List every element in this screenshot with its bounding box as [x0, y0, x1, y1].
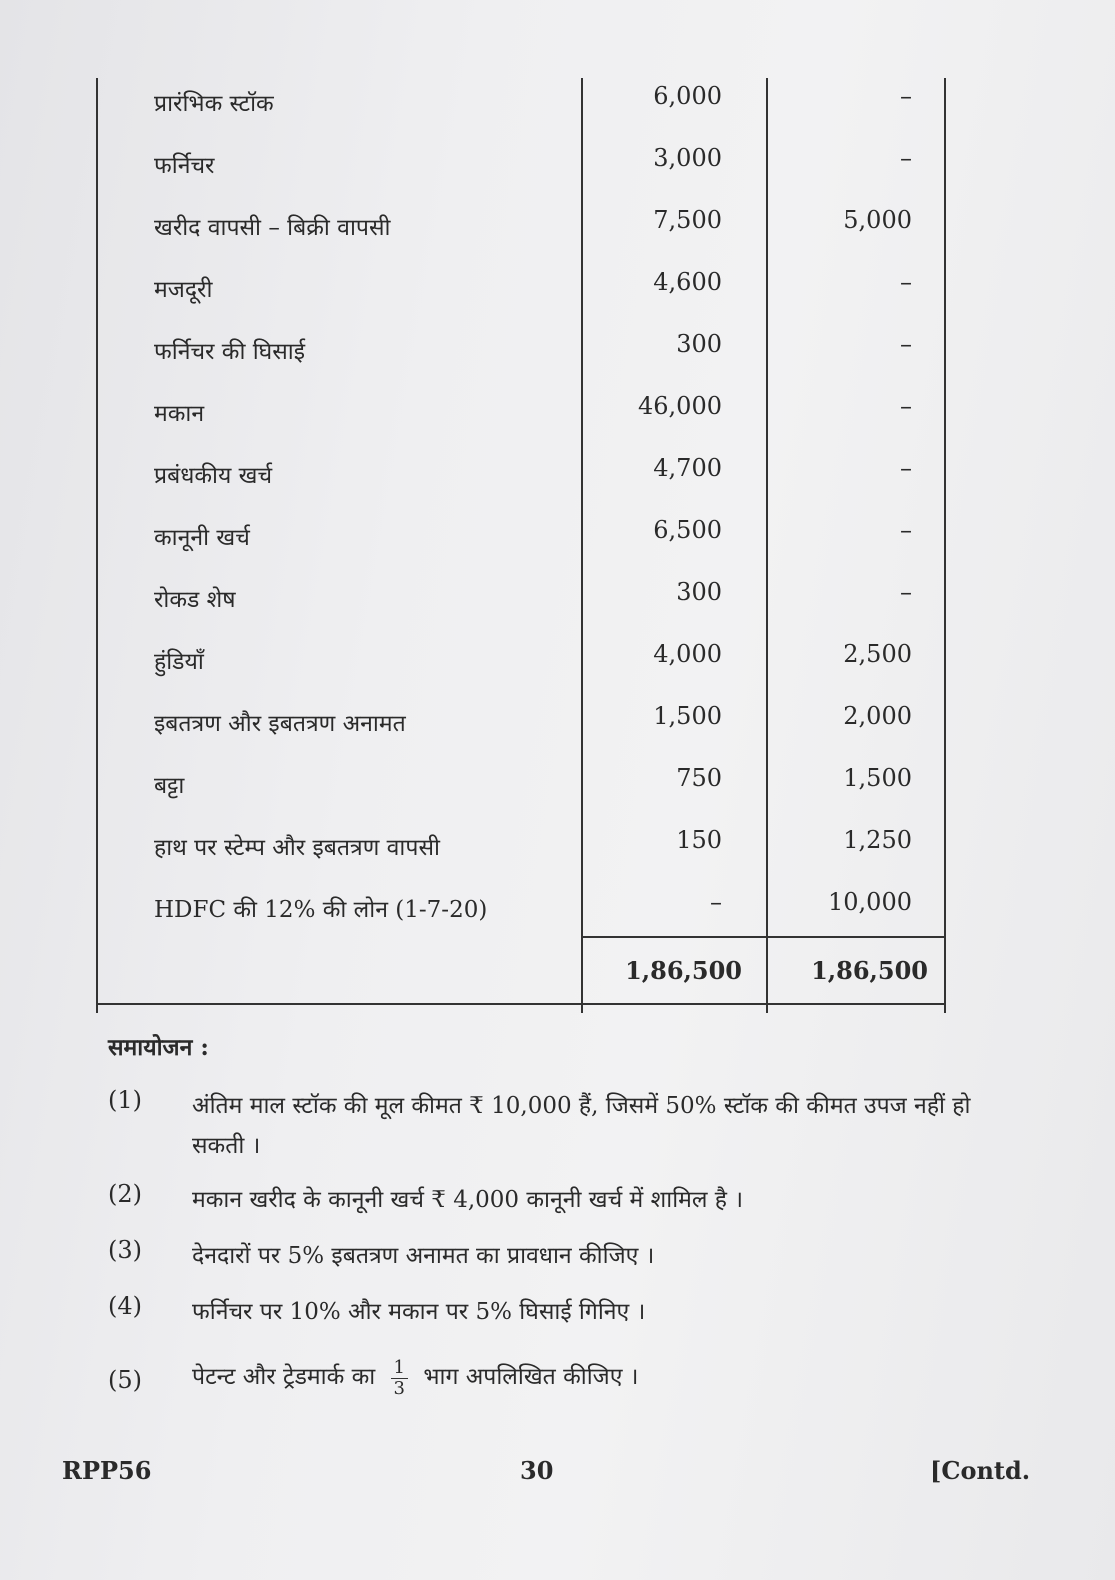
total-debit: 1,86,500: [625, 956, 742, 985]
table-row: [96, 512, 962, 572]
paper-code: RPP56: [62, 1456, 152, 1485]
table-row: [96, 636, 962, 696]
adjustment-item: [108, 1180, 978, 1220]
row-label: प्रारंभिक स्टॉक: [154, 91, 274, 117]
row-debit: 300: [676, 578, 722, 606]
item-number: (4): [108, 1292, 142, 1320]
fraction-denominator: 3: [393, 1377, 405, 1399]
item-number: (5): [108, 1366, 142, 1394]
row-credit: –: [900, 392, 912, 420]
row-credit: 5,000: [843, 206, 912, 234]
page-number: 30: [520, 1456, 554, 1485]
item-text: मकान खरीद के कानूनी खर्च ₹ 4,000 कानूनी खर्च में शामिल है ।: [192, 1187, 744, 1213]
row-debit: 300: [676, 330, 722, 358]
row-credit: –: [900, 144, 912, 172]
adjustment-item: [108, 1086, 978, 1170]
row-label: इबतत्रण और इबतत्रण अनामत: [154, 711, 406, 737]
row-label: कानूनी खर्च: [154, 525, 250, 551]
row-label: मकान: [154, 401, 205, 427]
table-row: [96, 698, 962, 758]
fraction-numerator: 1: [391, 1358, 408, 1379]
table-row: [96, 140, 962, 200]
row-label: हाथ पर स्टेम्प और इबतत्रण वापसी: [154, 835, 440, 861]
row-credit: –: [900, 330, 912, 358]
table-row: [96, 574, 962, 634]
item-number: (3): [108, 1236, 142, 1264]
table-row: [96, 326, 962, 386]
table-row: [96, 264, 962, 324]
item-text: फर्निचर पर 10% और मकान पर 5% घिसाई गिनिए ।: [192, 1299, 646, 1325]
row-label: मजदूरी: [154, 277, 213, 303]
row-debit: 1,500: [653, 702, 722, 730]
row-label: फर्निचर की घिसाई: [154, 339, 306, 365]
row-label: रोकड शेष: [154, 587, 236, 613]
row-credit: 10,000: [828, 888, 912, 916]
row-label: फर्निचर: [154, 153, 215, 179]
row-label: प्रबंधकीय खर्च: [154, 463, 273, 489]
total-credit: 1,86,500: [811, 956, 928, 985]
adjustment-item: [108, 1236, 978, 1276]
row-debit: 6,500: [653, 516, 722, 544]
row-debit: 3,000: [653, 144, 722, 172]
row-credit: 1,500: [843, 764, 912, 792]
row-credit: –: [900, 516, 912, 544]
table-row: [96, 388, 962, 448]
continued-marker: [Contd.: [930, 1456, 1031, 1485]
item-number: (2): [108, 1180, 142, 1208]
item-number: (1): [108, 1086, 142, 1114]
adjustment-item: [108, 1292, 978, 1332]
row-credit: –: [900, 578, 912, 606]
table-row: [96, 202, 962, 262]
row-label: हुंडियाँ: [154, 649, 204, 675]
row-debit: 4,000: [653, 640, 722, 668]
adjustments-title: समायोजन :: [108, 1034, 209, 1061]
table-row: [96, 450, 962, 510]
row-label: बट्टा: [154, 773, 185, 799]
row-credit: 2,000: [843, 702, 912, 730]
row-debit: 6,000: [653, 82, 722, 110]
row-debit: –: [710, 888, 722, 916]
fraction: [391, 1358, 408, 1399]
row-debit: 150: [676, 826, 722, 854]
trial-balance-table: [96, 78, 962, 1013]
table-row: [96, 884, 962, 944]
table-row: [96, 78, 962, 138]
row-credit: –: [900, 454, 912, 482]
row-credit: –: [900, 82, 912, 110]
row-credit: 1,250: [843, 826, 912, 854]
table-row: [96, 822, 962, 882]
item-text-after: भाग अपलिखित कीजिए ।: [423, 1364, 639, 1390]
row-label: HDFC की 12% की लोन (1-7-20): [154, 897, 488, 923]
row-debit: 4,600: [653, 268, 722, 296]
item-text: देनदारों पर 5% इबतत्रण अनामत का प्रावधान कीजिए ।: [192, 1243, 655, 1269]
row-debit: 46,000: [638, 392, 722, 420]
item-text-before: पेटन्ट और ट्रेडमार्क का: [192, 1364, 376, 1390]
row-credit: 2,500: [843, 640, 912, 668]
row-debit: 4,700: [653, 454, 722, 482]
row-credit: –: [900, 268, 912, 296]
table-bottom-border: [96, 1003, 946, 1005]
row-debit: 7,500: [653, 206, 722, 234]
row-debit: 750: [676, 764, 722, 792]
row-label: खरीद वापसी – बिक्री वापसी: [154, 215, 391, 241]
table-row: [96, 760, 962, 820]
adjustment-item: [108, 1356, 978, 1416]
item-text: अंतिम माल स्टॉक की मूल कीमत ₹ 10,000 हैं, जिसमें 50% स्टॉक की कीमत उपज नहीं हो सकती ।: [192, 1093, 971, 1159]
item-text: [192, 1352, 978, 1402]
